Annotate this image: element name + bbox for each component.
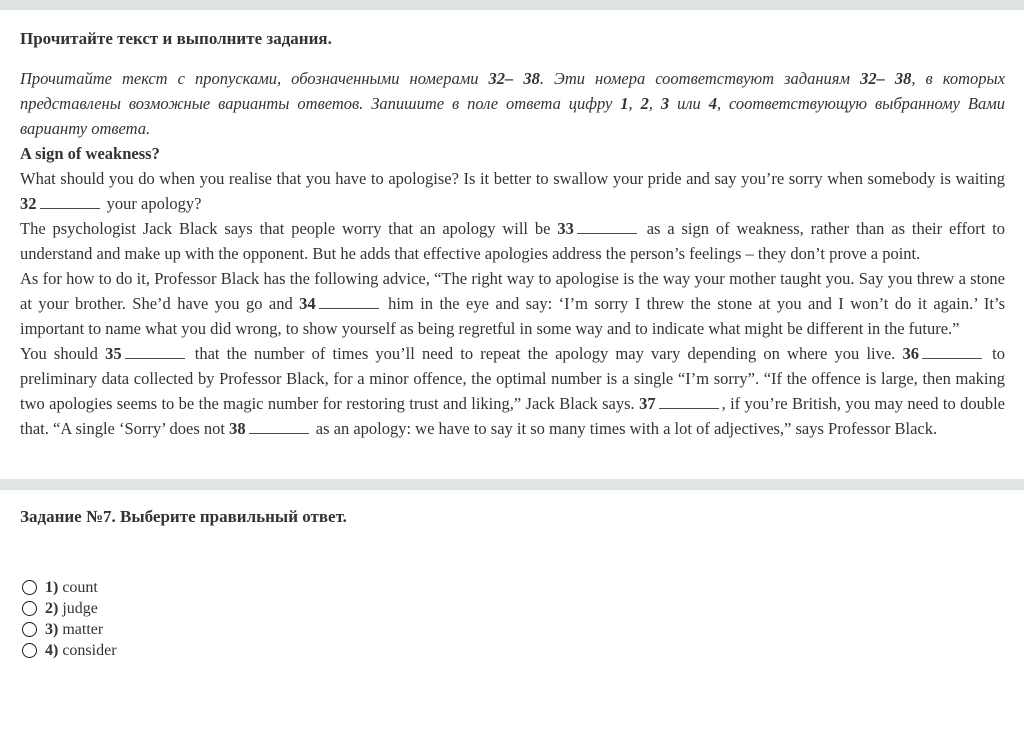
option-label: matter: [58, 621, 104, 638]
option-number: 3): [45, 621, 59, 638]
answer-option-1[interactable]: [20, 577, 1005, 598]
option-text: [45, 619, 103, 640]
question-panel: [0, 507, 1024, 661]
option-number: 2): [45, 600, 59, 617]
option-label: count: [58, 579, 98, 596]
answer-gap: [922, 344, 982, 359]
question-title: Задание №7. Выберите правильный ответ.: [20, 507, 347, 526]
paragraph: As for how to do it, Professor Black has the following advice, “The right way to apologise is the way your mother taught you. Say you threw a stone at your brother. She’d have you go and 34 him in the eye and say: ‘I’m sorry I threw the stone at you and I won’t do it again.’ It’s important to name what you did wrong, to show yourself as being regretful in some way and to indicate what might be different in the future.”: [20, 269, 1005, 338]
answer-option-4[interactable]: [20, 640, 1005, 661]
radio-button[interactable]: [22, 622, 37, 637]
radio-button[interactable]: [22, 580, 37, 595]
paragraph: You should 35 that the number of times you’ll need to repeat the apology may vary depending on where you live. 36 to preliminary data collected by Professor Black, for a minor offence, the optimal number is a single “I’m sorry”. “If the offence is large, then making two apologies seems to be the magic number for restoring trust and liking,” Jack Black says. 37 , if you’re British, you may need to double that. “A single ‘Sorry’ does not 38 as an apology: we have to say it so many times with a lot of adjectives,” says Professor Black.: [20, 344, 1005, 438]
answer-option-3[interactable]: [20, 619, 1005, 640]
radio-button[interactable]: [22, 601, 37, 616]
section-title: Прочитайте текст и выполните задания.: [20, 29, 332, 48]
task-instructions: Прочитайте текст с пропусками, обозначенными номерами 32– 38. Эти номера соответствуют заданиям 32– 38, в которых представлены возможные варианты ответов. Запишите в поле ответа цифру 1, 2, 3 или 4, соответствующую выбранному Вами варианту ответа.: [20, 69, 1006, 138]
paragraph: What should you do when you realise that you have to apologise? Is it better to swallow your pride and say you’re sorry when somebody is waiting 32 your apology?: [20, 169, 1005, 213]
option-text: [45, 598, 98, 619]
answer-gap: [319, 294, 379, 309]
answer-gap: [40, 194, 100, 209]
answer-gap: [577, 219, 637, 234]
answer-options: [20, 577, 1005, 661]
option-text: [45, 640, 117, 661]
option-label: judge: [58, 600, 98, 617]
top-bar: [0, 0, 1024, 10]
text-title: A sign of weakness?: [20, 144, 160, 163]
answer-gap: [249, 419, 309, 434]
option-number: 4): [45, 642, 59, 659]
option-text: [45, 577, 98, 598]
answer-gap: [125, 344, 185, 359]
answer-gap: [659, 394, 719, 409]
reading-text: [20, 166, 1005, 441]
option-label: consider: [58, 642, 117, 659]
section-separator: [0, 479, 1024, 490]
answer-option-2[interactable]: [20, 598, 1005, 619]
paragraph: The psychologist Jack Black says that people worry that an apology will be 33 as a sign of weakness, rather than as their effort to understand and make up with the opponent. But he adds that effective apologies address the person’s feelings – they don’t prove a point.: [20, 219, 1005, 263]
option-number: 1): [45, 579, 59, 596]
radio-button[interactable]: [22, 643, 37, 658]
reading-panel: [0, 29, 1024, 441]
